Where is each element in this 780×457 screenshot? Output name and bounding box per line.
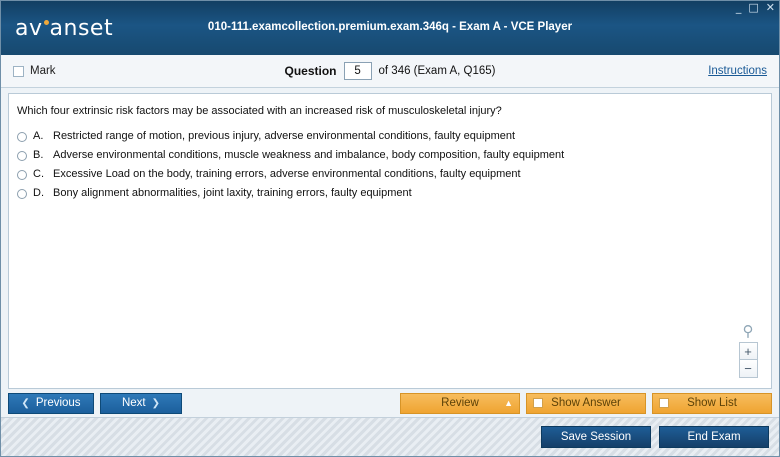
instructions-link[interactable]: Instructions [708, 65, 767, 77]
option-letter: B. [33, 149, 44, 161]
question-label: Question [284, 64, 337, 78]
chevron-right-icon: ❯ [151, 397, 161, 409]
show-list-label: Show List [687, 397, 737, 409]
zoom-out-button[interactable]: − [739, 360, 758, 378]
question-text: Which four extrinsic risk factors may be associated with an increased risk of musculoskeletal injury? [17, 105, 502, 117]
logo-text-a: a [15, 15, 29, 41]
radio-icon[interactable] [17, 189, 27, 199]
window-controls [736, 3, 775, 13]
logo-text-an: an [49, 15, 78, 41]
show-answer-label: Show Answer [551, 397, 621, 409]
logo-text-v: v [28, 15, 43, 41]
previous-button[interactable] [8, 393, 94, 414]
radio-icon[interactable] [17, 132, 27, 142]
question-counter [1, 62, 779, 80]
next-button[interactable] [100, 393, 182, 414]
next-button-label: Next [121, 397, 146, 409]
question-panel [8, 93, 772, 389]
avanset-logo [15, 16, 113, 41]
option-text: Adverse environmental conditions, muscle weakness and imbalance, body composition, faulty equipment [53, 149, 565, 161]
option-letter: D. [33, 187, 44, 199]
answer-option-a[interactable] [9, 127, 771, 146]
show-list-checkbox[interactable] [659, 398, 669, 408]
review-button-label: Review [441, 397, 479, 409]
question-total-label: of 346 (Exam A, Q165) [378, 65, 496, 77]
option-letter: C. [33, 168, 44, 180]
maximize-icon[interactable]: □ [748, 1, 759, 14]
show-answer-button[interactable] [526, 393, 646, 414]
chevron-left-icon: ❮ [21, 397, 30, 409]
footer-bar [1, 417, 779, 456]
minimize-icon[interactable]: _ [735, 1, 742, 14]
answer-option-d[interactable] [9, 184, 771, 203]
caret-up-icon: ▲ [504, 398, 513, 408]
zoom-control [737, 325, 759, 378]
show-answer-checkbox[interactable] [533, 398, 543, 408]
answer-option-b[interactable] [9, 146, 771, 165]
option-letter: A. [33, 130, 44, 142]
zoom-in-button[interactable]: + [739, 342, 758, 360]
save-session-button[interactable]: Save Session [541, 426, 651, 448]
action-toolbar [1, 389, 779, 417]
close-icon[interactable]: ✕ [765, 1, 775, 14]
title-bar [1, 1, 779, 55]
option-text: Bony alignment abnormalities, joint laxity, training errors, faulty equipment [53, 187, 412, 199]
radio-icon[interactable] [17, 151, 27, 161]
question-toolbar [1, 55, 779, 88]
mark-label: Mark [30, 65, 56, 77]
previous-button-label: Previous [35, 397, 81, 409]
end-exam-button[interactable]: End Exam [659, 426, 769, 448]
option-text: Restricted range of motion, previous injury, adverse environmental conditions, faulty equipment [53, 130, 516, 142]
logo-text-set: set [77, 15, 114, 41]
logo-dot-icon [44, 20, 49, 25]
answer-options [9, 127, 771, 203]
show-list-button[interactable] [652, 393, 772, 414]
magnifier-icon: ⚲ [742, 323, 754, 340]
window-title: 010-111.examcollection.premium.exam.346q - Exam A - VCE Player [207, 21, 573, 33]
answer-option-c[interactable] [9, 165, 771, 184]
radio-icon[interactable] [17, 170, 27, 180]
review-button[interactable] [400, 393, 520, 414]
option-text: Excessive Load on the body, training errors, adverse environmental conditions, faulty equipment [53, 168, 521, 180]
question-number-input[interactable] [344, 62, 372, 80]
